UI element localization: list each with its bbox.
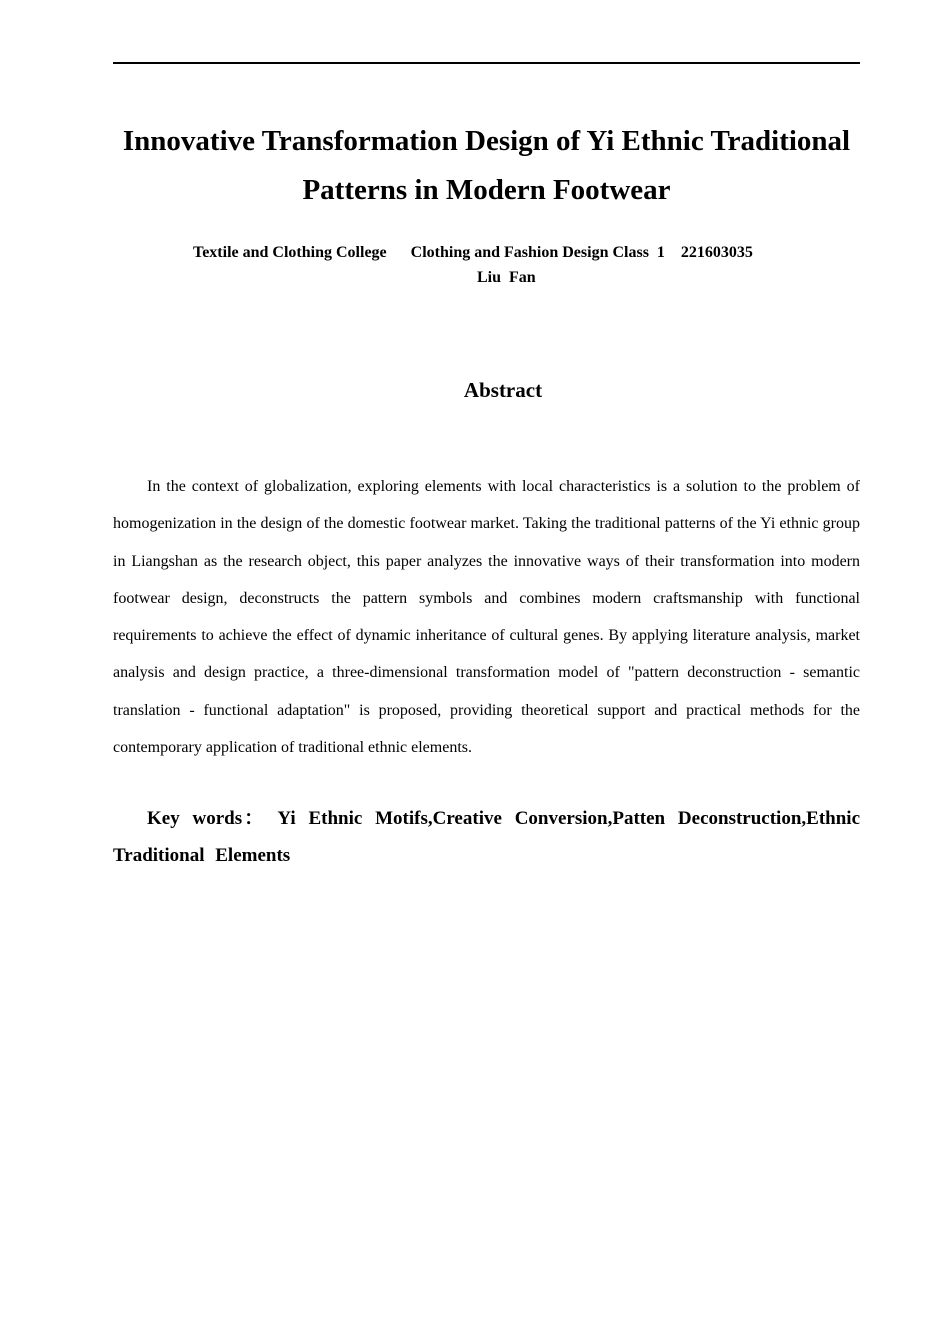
college-class-id: Textile and Clothing College Clothing and Fashion Design Class 1 221603035 <box>193 244 753 261</box>
keywords-label: Key words： <box>147 808 266 829</box>
paper-title-line-1: Innovative Transformation Design of Yi Ethnic Traditional <box>122 125 851 157</box>
paper-title-line-2: Patterns in Modern Footwear <box>302 174 671 206</box>
author-name: Liu Fan <box>477 269 536 286</box>
header-rule <box>113 62 860 64</box>
keywords-paragraph <box>113 800 860 874</box>
abstract-body: In the context of globalization, exploring elements with local characteristics is a solution to the problem of homogenization in the design of the domestic footwear market. Taking the traditional patterns of the Yi ethnic group in Liangshan as the research object, this paper analyzes the innovative ways of their transformation into modern footwear design, deconstructs the pattern symbols and combines modern craftsmanship with functional requirements to achieve the effect of dynamic inheritance of cultural genes. By applying literature analysis, market analysis and design practice, a three-dimensional transformation model of "pattern deconstruction - semantic translation - functional adaptation" is proposed, providing theoretical support and practical methods for the contemporary application of traditional ethnic elements. <box>113 478 860 757</box>
abstract-heading: Abstract <box>463 378 543 402</box>
keywords-text: Yi Ethnic Motifs,Creative Conversion,Patten Deconstruction,Ethnic Traditional Elements <box>113 808 861 866</box>
paper-title <box>113 117 860 215</box>
